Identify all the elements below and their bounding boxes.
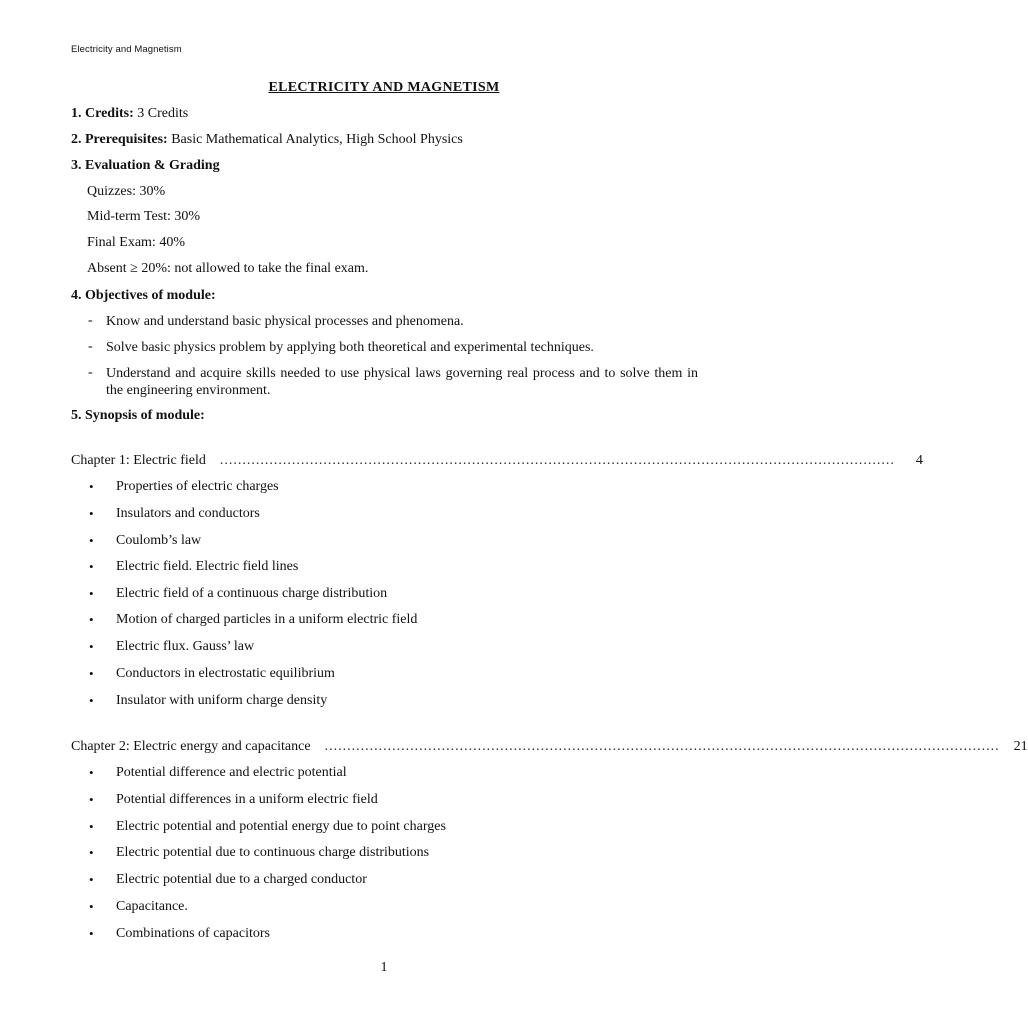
evaluation-label: 3. Evaluation & Grading <box>71 158 220 173</box>
topic-text: Potential differences in a uniform electric field <box>116 792 378 807</box>
topic-text: Insulator with uniform charge density <box>116 693 328 708</box>
objective-text: Know and understand basic physical processes and phenomena. <box>106 314 464 329</box>
objective-text: Solve basic physics problem by applying both theoretical and experimental techniques. <box>106 340 594 355</box>
toc-entry-chapter-1 <box>71 453 923 469</box>
topic-list-item <box>89 926 270 942</box>
toc-page-number: 21 <box>1013 739 1028 754</box>
evaluation-heading <box>71 158 220 174</box>
topic-list-item <box>89 899 188 915</box>
bullet-marker: • <box>89 612 94 627</box>
topic-list-item <box>89 693 327 709</box>
objective-item <box>88 365 698 399</box>
topic-list-item <box>89 479 279 495</box>
toc-chapter-title: Chapter 1: Electric field <box>71 453 206 468</box>
bullet-marker: • <box>89 926 94 941</box>
topic-list-item <box>89 845 429 861</box>
topic-text: Potential difference and electric potential <box>116 765 347 780</box>
bullet-marker: • <box>89 899 94 914</box>
dash-marker: - <box>88 339 93 354</box>
topic-text: Coulomb’s law <box>116 533 202 548</box>
prerequisites-line <box>71 132 463 148</box>
objectives-label: 4. Objectives of module: <box>71 288 216 303</box>
topic-list-item <box>89 765 347 781</box>
bullet-marker: • <box>89 639 94 654</box>
objectives-heading <box>71 288 216 304</box>
topic-list-item <box>89 559 298 575</box>
toc-dot-leader: ...................................................................................................................................................... <box>324 739 1000 754</box>
bullet-marker: • <box>89 693 94 708</box>
topic-list-item <box>89 666 335 682</box>
evaluation-item-quizzes: Quizzes: 30% <box>87 184 166 199</box>
topic-text: Electric potential due to continuous charge distributions <box>116 845 430 860</box>
credits-value: 3 Credits <box>137 106 189 121</box>
topic-text: Electric field. Electric field lines <box>116 559 299 574</box>
topic-list-item <box>89 792 378 808</box>
topic-list-item <box>89 612 417 628</box>
running-header: Electricity and Magnetism <box>71 44 182 55</box>
topic-text: Properties of electric charges <box>116 479 279 494</box>
topic-list-item <box>89 819 446 835</box>
bullet-marker: • <box>89 559 94 574</box>
evaluation-item-absent: Absent ≥ 20%: not allowed to take the final exam. <box>87 261 369 276</box>
topic-text: Insulators and conductors <box>116 506 260 521</box>
topic-list-item <box>89 586 387 602</box>
topic-text: Electric potential and potential energy due to point charges <box>116 819 446 834</box>
topic-text: Electric potential due to a charged conductor <box>116 872 367 887</box>
credits-label: 1. Credits: <box>71 106 134 121</box>
bullet-marker: • <box>89 819 94 834</box>
toc-dot-leader: ...................................................................................................................................................... <box>219 453 895 468</box>
topic-text: Electric flux. Gauss’ law <box>116 639 255 654</box>
toc-page-number: 4 <box>915 453 923 468</box>
topic-list-item <box>89 533 201 549</box>
synopsis-label: 5. Synopsis of module: <box>71 408 205 423</box>
bullet-marker: • <box>89 506 94 521</box>
topic-text: Electric field of a continuous charge distribution <box>116 586 388 601</box>
credits-line <box>71 106 188 122</box>
bullet-marker: • <box>89 845 94 860</box>
toc-entry-chapter-2 <box>71 739 1028 755</box>
bullet-marker: • <box>89 792 94 807</box>
synopsis-heading <box>71 408 205 424</box>
topic-text: Conductors in electrostatic equilibrium <box>116 666 335 681</box>
bullet-marker: • <box>89 872 94 887</box>
objective-item <box>88 339 698 356</box>
topic-list-item <box>89 872 367 888</box>
document-title: ELECTRICITY AND MAGNETISM <box>268 80 500 95</box>
bullet-marker: • <box>89 533 94 548</box>
bullet-marker: • <box>89 479 94 494</box>
evaluation-item-midterm: Mid-term Test: 30% <box>87 209 201 224</box>
objective-item <box>88 313 698 330</box>
toc-chapter-title: Chapter 2: Electric energy and capacitance <box>71 739 311 754</box>
topic-text: Motion of charged particles in a uniform electric field <box>116 612 418 627</box>
topic-list-item <box>89 506 260 522</box>
objective-text: Understand and acquire skills needed to use physical laws governing real process and to solve them in the engineering environment. <box>106 366 698 398</box>
bullet-marker: • <box>89 765 94 780</box>
dash-marker: - <box>88 313 93 328</box>
topic-list-item <box>89 639 254 655</box>
dash-marker: - <box>88 365 93 380</box>
evaluation-item-final: Final Exam: 40% <box>87 235 185 250</box>
topic-text: Capacitance. <box>116 899 188 914</box>
prerequisites-label: 2. Prerequisites: <box>71 132 168 147</box>
page-number: 1 <box>380 960 388 975</box>
topic-text: Combinations of capacitors <box>116 926 270 941</box>
bullet-marker: • <box>89 666 94 681</box>
prerequisites-value: Basic Mathematical Analytics, High School Physics <box>171 132 463 147</box>
bullet-marker: • <box>89 586 94 601</box>
